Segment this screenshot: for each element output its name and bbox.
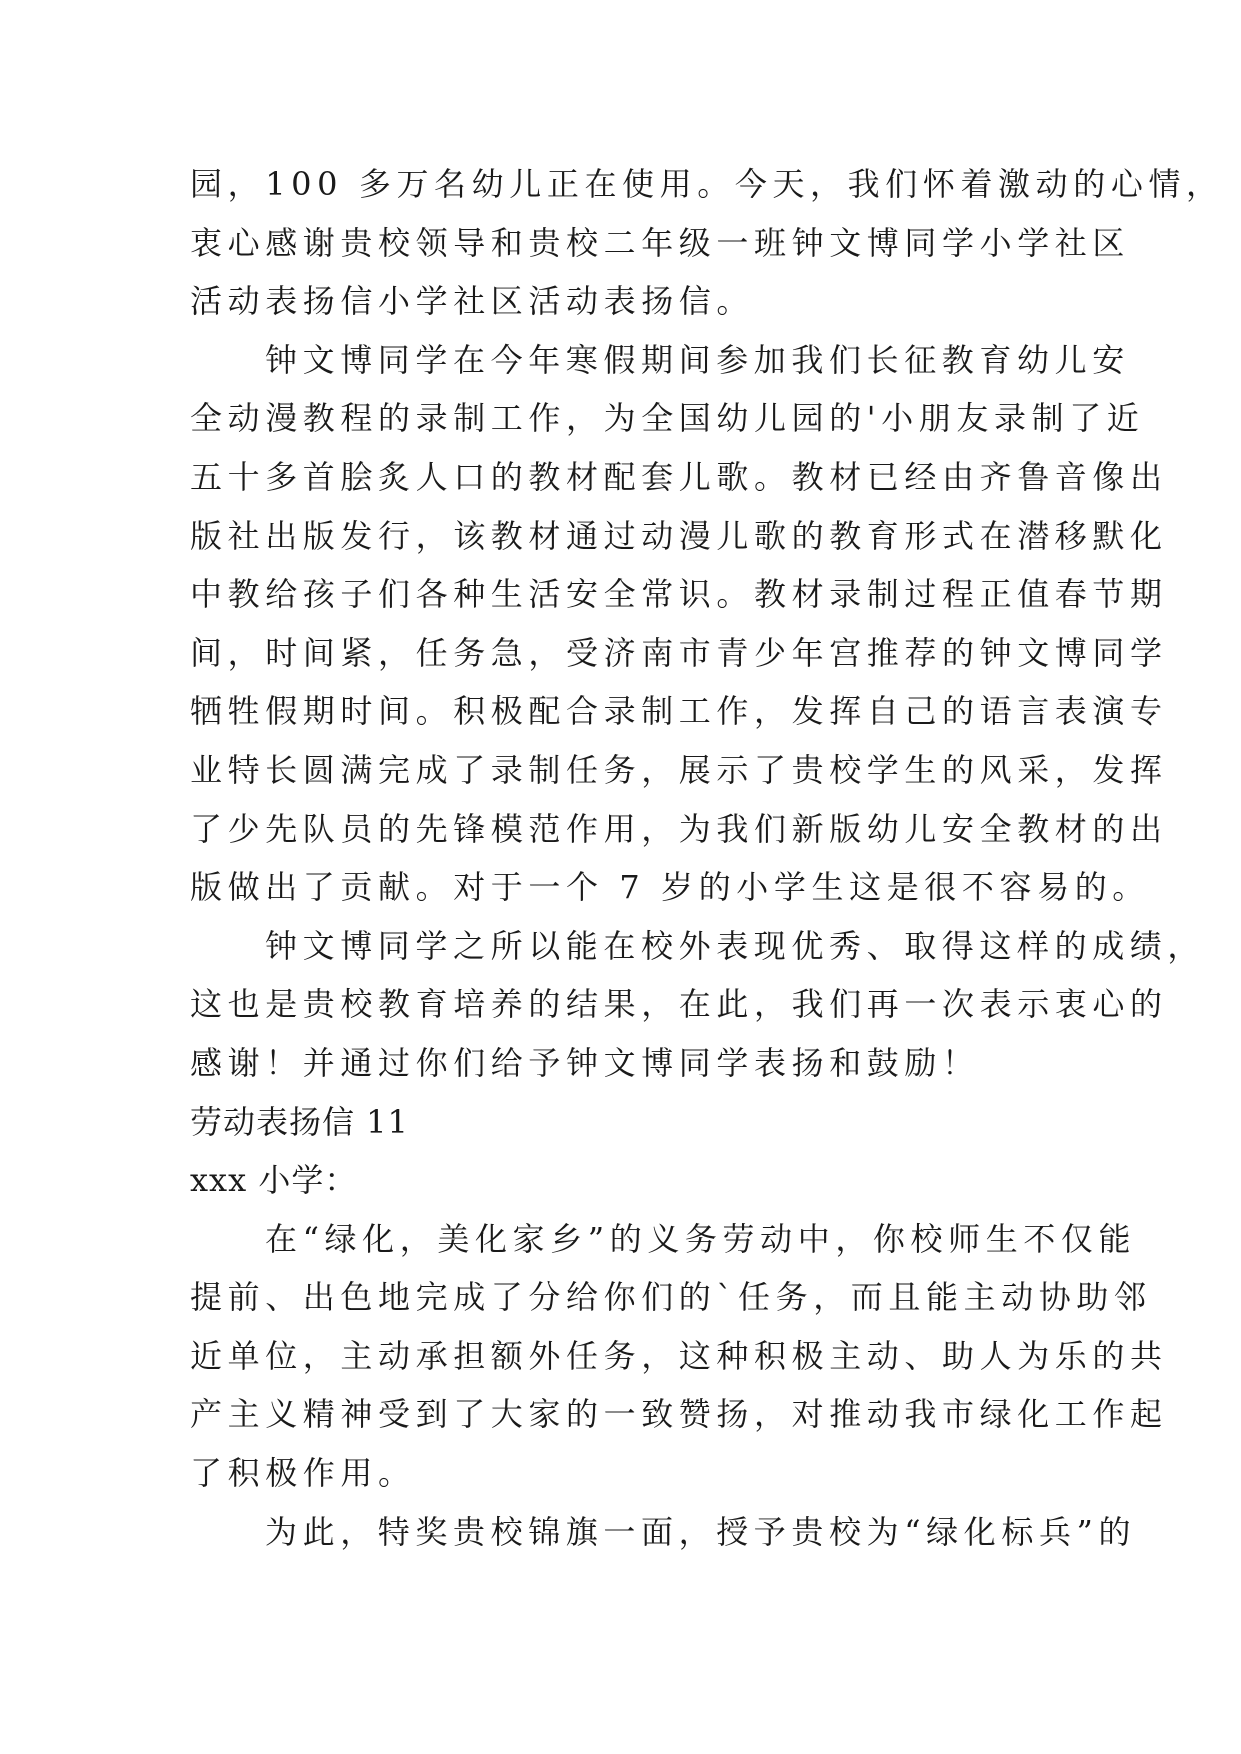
section-heading: 劳动表扬信 11 (190, 1102, 409, 1141)
text-line: 了积极作用。 (190, 1454, 416, 1493)
text-line: 版做出了贡献。对于一个 7 岁的小学生这是很不容易的。 (190, 868, 1150, 907)
letter-salutation: xxx 小学： (190, 1161, 358, 1200)
text-line: 了少先队员的先锋模范作用，为我们新版幼儿安全教材的出 (190, 809, 1168, 848)
text-line: 产主义精神受到了大家的一致赞扬，对推动我市绿化工作起 (190, 1395, 1168, 1434)
text-line: 牺牲假期时间。积极配合录制工作，发挥自己的语言表演专 (190, 692, 1168, 731)
text-line: 间，时间紧，任务急，受济南市青少年宫推荐的钟文博同学 (190, 633, 1168, 672)
paragraph-thanks-intro (190, 155, 1224, 331)
document-body (190, 155, 1224, 1561)
text-line: 提前、出色地完成了分给你们的`任务，而且能主动协助邻 (190, 1278, 1152, 1317)
text-line: 活动表扬信小学社区活动表扬信。 (190, 282, 755, 321)
text-line: 感谢！并通过你们给予钟文博同学表扬和鼓励！ (190, 1043, 980, 1082)
paragraph-school-thanks (190, 917, 1206, 1093)
text-line: 中教给孩子们各种生活安全常识。教材录制过程正值春节期 (190, 575, 1168, 614)
text-line: 版社出版发行，该教材通过动漫儿歌的教育形式在潜移默化 (190, 516, 1168, 555)
text-line: 业特长圆满完成了录制任务，展示了贵校学生的风采，发挥 (190, 750, 1168, 789)
text-line: 园，100 多万名幼儿正在使用。今天，我们怀着激动的心情， (190, 165, 1224, 203)
text-line: 为此，特奖贵校锦旗一面，授予贵校为“绿化标兵”的 (265, 1512, 1137, 1551)
text-line: 这也是贵校教育培养的结果，在此，我们再一次表示衷心的 (190, 985, 1168, 1024)
text-line: 衷心感谢贵校领导和贵校二年级一班钟文博同学小学社区 (190, 223, 1131, 262)
paragraph-greening-labor (190, 1210, 1168, 1503)
text-line: 钟文博同学之所以能在校外表现优秀、取得这样的成绩， (265, 926, 1206, 965)
paragraph-recording-work (190, 331, 1168, 917)
text-line: 近单位，主动承担额外任务，这种积极主动、助人为乐的共 (190, 1336, 1168, 1375)
text-line: 全动漫教程的录制工作，为全国幼儿园的'小朋友录制了近 (190, 399, 1145, 438)
paragraph-award (190, 1503, 1137, 1562)
text-line: 在“绿化，美化家乡”的义务劳动中，你校师生不仅能 (265, 1219, 1137, 1258)
text-line: 五十多首脍炙人口的教材配套儿歌。教材已经由齐鲁音像出 (190, 457, 1168, 496)
text-line: 钟文博同学在今年寒假期间参加我们长征教育幼儿安 (265, 340, 1130, 379)
